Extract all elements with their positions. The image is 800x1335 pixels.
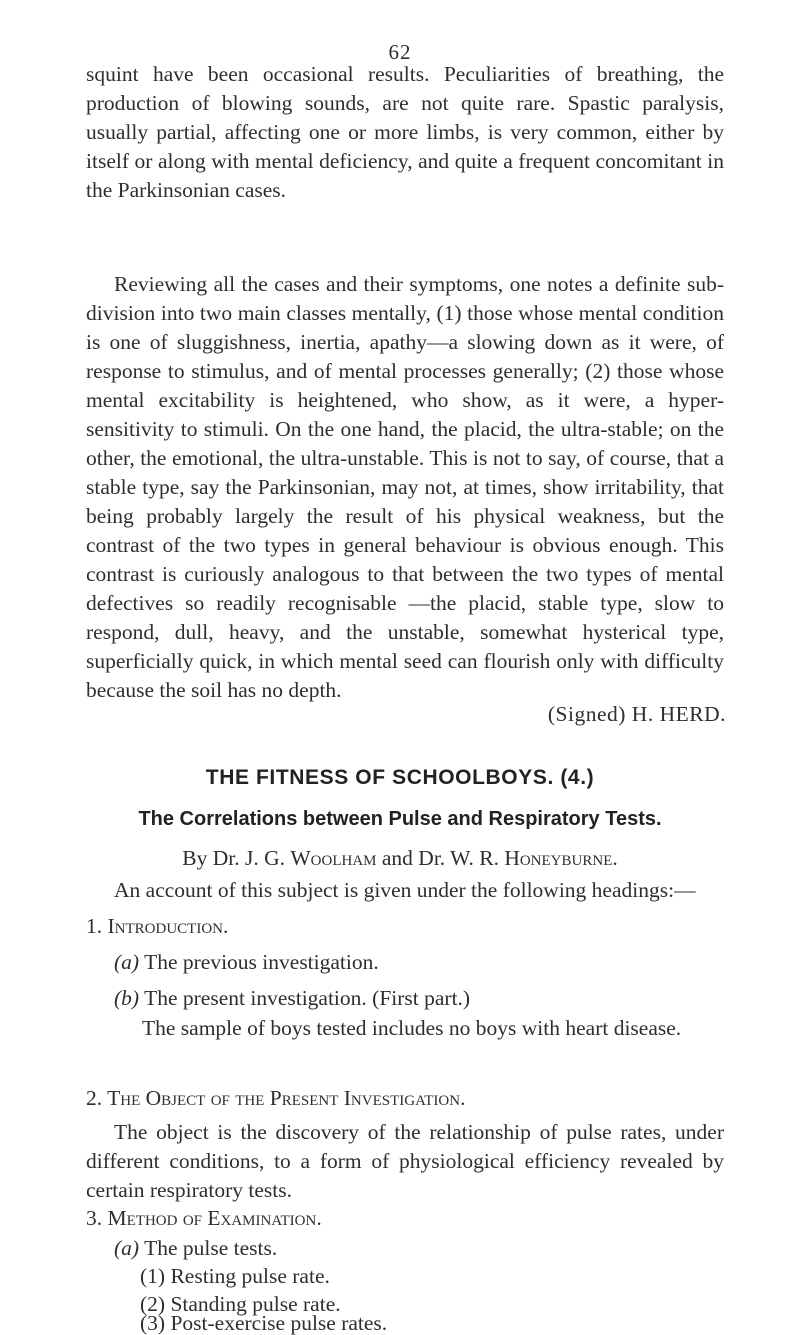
paragraph-reviewing: Reviewing all the cases and their symptoms, one notes a definite sub-division into two main classes mentally, (1) those whose mental condition is one of sluggishness, inertia, apathy—a slowing down as it were, of response to stimulus, and of mental processes generally; (2) those whose mental excitability is heightened, who show, as it were, a hyper-sensitivity to stimuli. On the one hand, the placid, the ultra-stable; on the other, the emotional, the ultra-unstable. This is not to say, of course, that a stable type, say the Parkinsonian, may not, at times, show irritability, that being probably largely the result of his physical weakness, but the contrast of the two types in general behaviour is obvious enough. This contrast is curiously analogous to that between the two types of mental defectives so readily recognisable —the placid, stable type, slow to respond, dull, heavy, and the unstable, somewhat hysterical type, superficially quick, in which mental seed can flourish only with difficulty because the soil has no depth. — [86, 272, 724, 702]
list-item-pulse-tests — [114, 1234, 277, 1263]
object-paragraph: The object is the discovery of the relationship of pulse rates, under different conditions, to a form of physiological efficiency revealed by certain respiratory tests. — [86, 1120, 724, 1202]
section-heading-method: 3. Method of Examination. — [86, 1206, 322, 1230]
byline-prefix: By Dr. J. G. — [182, 846, 285, 870]
list-item-present — [114, 984, 470, 1013]
item-marker-b: (b) — [114, 986, 140, 1010]
author-honeyburne: Honeyburne. — [504, 846, 618, 870]
byline-mid: and Dr. W. R. — [381, 846, 499, 870]
section-heading-introduction: 1. Introduction. — [86, 914, 229, 938]
item-text-present: The present investigation. (First part.) — [144, 986, 471, 1010]
subitem-standing: (2) Standing pulse rate. — [140, 1292, 341, 1316]
article-title: THE FITNESS OF SCHOOLBOYS. (4.) — [205, 766, 595, 789]
subitem-post-exercise: (3) Post-exercise pulse rates. — [140, 1311, 388, 1335]
subitem-resting: (1) Resting pulse rate. — [140, 1264, 330, 1288]
item-text-pulse-tests: The pulse tests. — [144, 1236, 278, 1260]
byline — [0, 846, 800, 871]
item-text-previous: The previous investigation. — [144, 950, 379, 974]
item-marker-a: (a) — [114, 950, 140, 974]
paragraph-continued: squint have been occasional results. Peculiarities of breathing, the production of blowing sounds, are not quite rare. Spastic paralysis, usually partial, affecting one or more limbs, is very common, either by itself or along with mental deficiency, and quite a frequent concomitant in the Parkinsonian cases. — [86, 62, 724, 202]
author-woolham: Woolham — [290, 846, 377, 870]
intro-line: An account of this subject is given under the following headings:— — [114, 878, 696, 902]
list-item-previous — [114, 948, 379, 977]
sample-note: The sample of boys tested includes no boys with heart disease. — [142, 1016, 682, 1040]
section-heading-object: 2. The Object of the Present Investigation. — [86, 1086, 466, 1110]
item-marker-a-method: (a) — [114, 1236, 140, 1260]
article-subtitle: The Correlations between Pulse and Respiratory Tests. — [138, 808, 662, 830]
page-number: 62 — [388, 40, 412, 64]
signature: (Signed) H. HERD. — [547, 702, 726, 726]
